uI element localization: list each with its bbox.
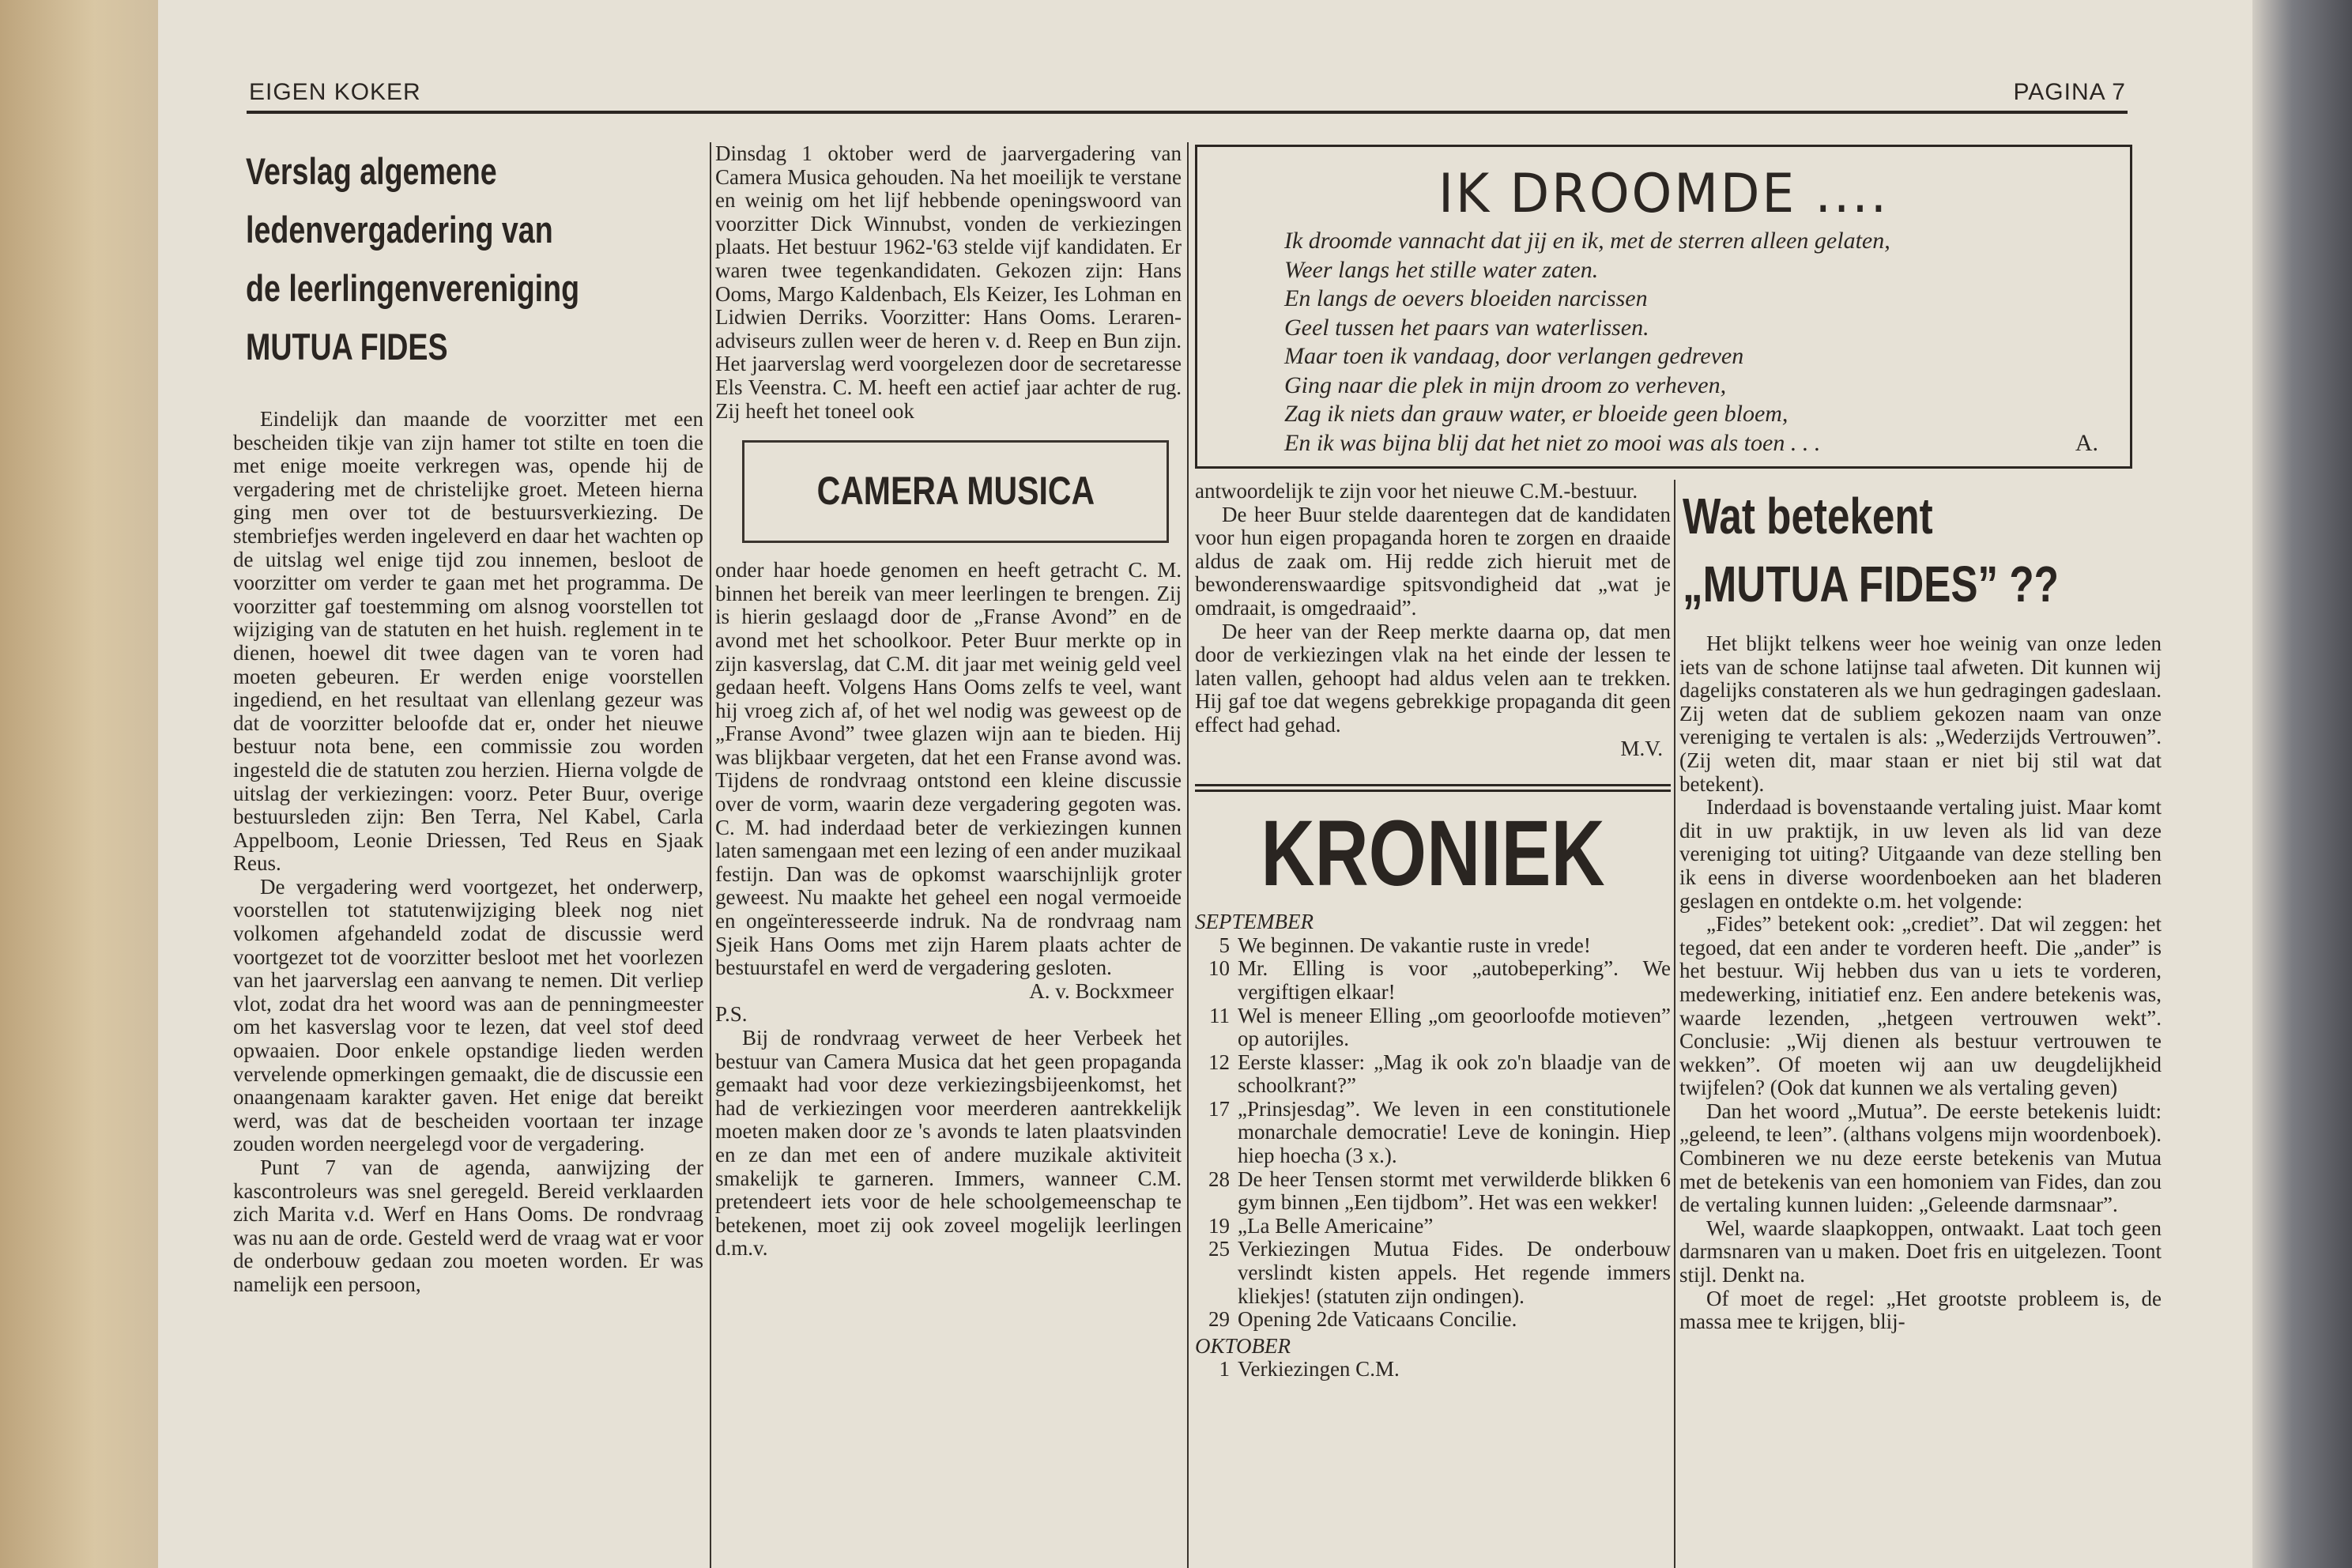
poem-line: Weer langs het stille water zaten.: [1284, 256, 1599, 283]
article-verslag: [233, 142, 703, 1297]
entry-text: „La Belle Americaine”: [1238, 1213, 1434, 1238]
title-line: de leerlingenvereniging: [246, 267, 580, 309]
entry-text: De heer Tensen stormt met verwilderde blikken 6 gym binnen „Een tijdbom”. Het was een wekker!: [1238, 1167, 1671, 1215]
entry-text: Eerste klasser: „Mag ik ook zo'n blaadje van de schoolkrant?”: [1238, 1050, 1671, 1098]
kroniek-entry: [1195, 1004, 1671, 1051]
publication-name: EIGEN KOKER: [249, 79, 421, 105]
entry-day: 28: [1208, 1167, 1230, 1191]
title-line: MUTUA FIDES: [246, 326, 448, 368]
newspaper-page: [158, 0, 2252, 1568]
kroniek-entry: [1195, 1051, 1671, 1098]
entry-day: 11: [1209, 1003, 1230, 1027]
paragraph: Inderdaad is bovenstaande vertaling juist. Maar komt dit in uw praktijk, in uw leven als lid van deze vereniging tot uiting? Uitgaande van deze stelling ben ik eens in diverse woordenboeken aan het bladeren geslagen en ontdekte o.m. het volgende:: [1679, 795, 2162, 913]
poem-line: Maar toen ik vandaag, door verlangen gedreven: [1284, 343, 1744, 369]
poem-line: Geel tussen het paars van waterlissen.: [1284, 314, 1649, 341]
kroniek-entry: [1195, 1238, 1671, 1308]
entry-text: We beginnen. De vakantie ruste in vrede!: [1238, 933, 1591, 957]
paragraph: Of moet de regel: „Het grootste probleem is, de massa mee te krijgen, blij-: [1679, 1286, 2162, 1334]
poem-line: En ik was bijna blij dat het niet zo mooi was als toen . . .: [1284, 429, 1821, 456]
column-rule: [1674, 480, 1675, 1568]
kroniek-month: SEPTEMBER: [1195, 910, 1314, 934]
article-mutua-fides-title: [1683, 482, 2066, 618]
entry-day: 10: [1208, 956, 1230, 981]
kroniek-title: KRONIEK: [1261, 801, 1605, 906]
entry-text: Verkiezingen Mutua Fides. De onderbouw verslindt kisten appels. Het regende immers kliekjes! (statuten zijn ondingen).: [1238, 1237, 1671, 1308]
paragraph: De heer Buur stelde daarentegen dat de kandidaten voor hun eigen propaganda horen te zorgen en draaide aldus de zaak om. Hij redde zich hieruit met de bewonderenswaardige spitsvondigheid dat „wat je omdraait, is omgedraaid”.: [1195, 502, 1671, 620]
page-header: [249, 77, 2126, 109]
poem-line: Ik droomde vannacht dat jij en ik, met de sterren alleen gelaten,: [1284, 228, 1890, 254]
kroniek-entry: [1195, 934, 1671, 958]
entry-text: „Prinsjesdag”. We leven in een constitutionele monarchale democratie! Leve de koningin. Hiep hiep hoecha (3 x.).: [1238, 1096, 1671, 1168]
ps-label: P.S.: [715, 1002, 748, 1027]
poem-title: IK DROOMDE ....: [1438, 163, 1889, 225]
article-camera-musica: [715, 142, 1182, 1261]
newspaper-fold-left: [0, 0, 158, 1568]
entry-text: Wel is meneer Elling „om geoorloofde motieven” op autorijles.: [1238, 1003, 1671, 1051]
article-continued-and-kroniek: [1195, 480, 1671, 1381]
entry-text: Mr. Elling is voor „autobeperking”. We vergiftigen elkaar!: [1238, 956, 1671, 1004]
poem-line: Ging naar die plek in mijn droom zo verheven,: [1284, 371, 1727, 398]
kroniek-entry: [1195, 1358, 1671, 1381]
article-mutua-fides: [1679, 482, 2162, 1334]
kroniek-entry: [1195, 1098, 1671, 1168]
poem-line: Zag ik niets dan grauw water, er bloeide geen bloem,: [1284, 401, 1788, 427]
paragraph: Bij de rondvraag verweet de heer Verbeek het bestuur van Camera Musica dat het geen propaganda gemaakt had voor deze verkiezingsbijeenkomst, het had de verkiezingen voor meerderen aantrekkelijk moeten maken door ze 's avonds te laten plaatsvinden en ze dan met een of andere muzikale aktiviteit smakelijk te garneren. Immers, wanneer C.M. pretendeert iets voor de hele schoolgemeenschap te betekenen, moet zij ook zoveel mogelijk leerlingen d.m.v.: [715, 1026, 1182, 1261]
entry-text: Opening 2de Vaticaans Concilie.: [1238, 1307, 1517, 1332]
paragraph: De vergadering werd voortgezet, het onderwerp, voorstellen tot statutenwijziging bleek nog niet volkomen afgehandeld zodat de discussie werd voortgezet tot de voorzitter besloot met het voorlezen van het jaarverslag een aanvang te nemen. Dit verliep vlot, zodat dra het woord was aan de penningmeester om het kasverslag voor te lezen, dat veel stof deed opwaaien. Door enkele opstandige lieden werden vervelende opmerkingen gemaakt, die de discussie een onaangenaam karakter gaven. Het enige dat bereikt werd, was dat de bescheiden voortaan ter inzage zouden worden neergelegd voor de vergadering.: [233, 874, 703, 1156]
paragraph: „Fides” betekent ook: „crediet”. Dat wil zeggen: het tegoed, dat een ander te vorderen heeft. Die „ander” is het bestuur. Wij hebben dus van u iets te vorderen, medewerking, initiatief enz. Een andere betekenis was, waarde lezenden, „hetgeen vertrouwen wekt”. Conclusie: „Wij dienen als bestuur vertrouwen te wekken”. Of moeten wij aan uw deugdelijkheid twijfelen? (Ook dat kunnen we als vertaling geven): [1679, 912, 2162, 1100]
signature: A. v. Bockxmeer: [1029, 978, 1174, 1003]
page-number: PAGINA 7: [2013, 79, 2126, 105]
signature: M.V.: [1620, 736, 1663, 760]
entry-day: 17: [1208, 1096, 1230, 1121]
poem-body: [1284, 227, 2098, 458]
article-verslag-title: [246, 142, 612, 376]
paragraph: Wel, waarde slaapkoppen, ontwaakt. Laat toch geen darmsnaren van u maken. Doet fris en uitgelezen. Toont stijl. Denkt na.: [1679, 1216, 2162, 1287]
title-line: Verslag algemene: [246, 150, 497, 192]
background-right: [2252, 0, 2352, 1568]
kroniek-entry: [1195, 957, 1671, 1004]
kroniek-entry: [1195, 1215, 1671, 1238]
kroniek-entry: [1195, 1168, 1671, 1215]
entry-day: 12: [1208, 1050, 1230, 1074]
paragraph: Het blijkt telkens weer hoe weinig van onze leden iets van de schone latijnse taal afweten. Dit kunnen wij dagelijks constateren als we hun gedragingen gadeslaan. Zij weten dat de subliem gekozen naam van onze vereniging te vertalen is als: „Wederzijds Vertrouwen”. (Zij weten dit, maar staan er niet bij stil wat dat betekent).: [1679, 631, 2162, 796]
poem-box: [1195, 145, 2132, 469]
poem-line: En langs de oevers bloeiden narcissen: [1284, 285, 1648, 311]
entry-day: 25: [1208, 1237, 1230, 1261]
entry-text: Verkiezingen C.M.: [1238, 1357, 1400, 1381]
entry-day: 29: [1208, 1307, 1230, 1332]
paragraph: onder haar hoede genomen en heeft getracht C. M. binnen het bereik van meer leerlingen te brengen. Zij is hierin geslaagd door de „Franse Avond” en de avond met het schoolkoor. Peter Buur merkte op in zijn kasverslag, dat C.M. dit jaar met weinig geld veel gedaan heeft. Volgens Hans Ooms zelfs te veel, want hij vroeg zich af, of het wel nodig was geweest op de „Franse Avond” twee glazen wijn aan te bieden. Hij was blijkbaar vergeten, dat het een Franse avond was. Tijdens de rondvraag ontstond een kleine discussie over de vorm, waarin deze vergadering gegoten was. C. M. had inderdaad beter de verkiezingen kunnen laten samengaan met een lezing of een ander muzikaal festijn. Dan was de opkomst waarschijnlijk groter geweest. Nu maakte het geheel een nogal vermoeide en ongeïnteresseerde indruk. Na de rondvraag nam Sjeik Hans Ooms met zijn Harem plaats achter de bestuurstafel en werd de vergadering gesloten.: [715, 558, 1182, 980]
paragraph: Eindelijk dan maande de voorzitter met een bescheiden tikje van zijn hamer tot stilte en toen die met enige moeite verkregen was, opende hij de vergadering met de christelijke groet. Meteen hierna ging men over tot de bestuursverkiezing. De stembriefjes werden ingeleverd en daar het wachten op de uitslag wel enige tijd zou innemen, besloot de voorzitter om verder te gaan met het programma. De voorzitter gaf toestemming om alsnog voorstellen tot wijziging van de statuten en het huish. reglement in te dienen, hoewel dit twee dagen van te voren had moeten gebeuren. Er werden enige voorstellen ingediend, en het resultaat van ellenlang gezeur was dat de voorzitter beloofde dat er, onder het nieuwe bestuur nota bene, een commissie zou worden ingesteld die de statuten zou herzien. Hierna volgde de uitslag der verkiezingen: voorz. Peter Buur, overige bestuursleden zijn: Ben Terra, Nel Kabel, Carla Appelboom, Leonie Driessen, Ted Reus en Sjaak Reus.: [233, 407, 703, 876]
entry-day: 5: [1219, 933, 1230, 957]
paragraph: antwoordelijk te zijn voor het nieuwe C.M.-bestuur.: [1195, 479, 1638, 503]
paragraph: Punt 7 van de agenda, aanwijzing der kascontroleurs was snel geregeld. Bereid verklaarden zich Marita v.d. Werf en Hans Ooms. De rondvraag was nu aan de orde. Gesteld werd de vraag wat er voor de onderbouw gedaan zou moeten worden. Er was namelijk een persoon,: [233, 1155, 703, 1296]
column-rule: [1187, 142, 1189, 1568]
paragraph: Dinsdag 1 oktober werd de jaarvergadering van Camera Musica gehouden. Na het moeilijk te verstane en weinig om het lijf hebbende openingswoord van voorzitter Dick Winnubst, vonden de verkiezingen plaats. Het bestuur 1962-'63 stelde vijf kandidaten. Er waren twee tegenkandidaten. Gekozen zijn: Hans Ooms, Margo Kaldenbach, Els Keizer, Ies Lohman en Lidwien Derriks. Voorzitter: Hans Ooms. Leraren-adviseurs zullen weer de heren v. d. Reep en Bun zijn. Het jaarverslag werd voorgelezen door de secretaresse Els Veenstra. C. M. heeft een actief jaar achter de rug. Zij heeft het toneel ook: [715, 141, 1182, 423]
title-line: ledenvergadering van: [246, 209, 553, 251]
entry-day: 19: [1208, 1213, 1230, 1238]
paragraph: Dan het woord „Mutua”. De eerste betekenis luidt: „geleend, te leen”. (althans volgens mijn woordenboek). Combineren we nu deze eerste betekenis van Mutua met de betekenis van een homoniem van Fides, dan zou de vertaling kunnen luiden: „Geleende darmsnaar”.: [1679, 1099, 2162, 1217]
kroniek-entry: [1195, 1308, 1671, 1332]
entry-day: 1: [1219, 1357, 1230, 1381]
column-rule: [710, 142, 711, 1568]
double-rule: [1195, 784, 1671, 792]
title-line: „MUTUA FIDES” ??: [1683, 556, 2059, 612]
paragraph: De heer van der Reep merkte daarna op, dat men door de verkiezingen vlak na het einde der lessen te laten vallen, gehoopt had aldus velen aan te trekken. Hij gaf toe dat wegens gebrekkige propaganda dit geen effect had gehad.: [1195, 619, 1671, 737]
camera-musica-title: CAMERA MUSICA: [816, 469, 1095, 514]
poem-author: A.: [2075, 429, 2098, 456]
kroniek-month: OKTOBER: [1195, 1333, 1291, 1358]
header-rule: [247, 111, 2128, 114]
camera-musica-box: [742, 440, 1169, 543]
title-line: Wat betekent: [1683, 488, 1933, 545]
